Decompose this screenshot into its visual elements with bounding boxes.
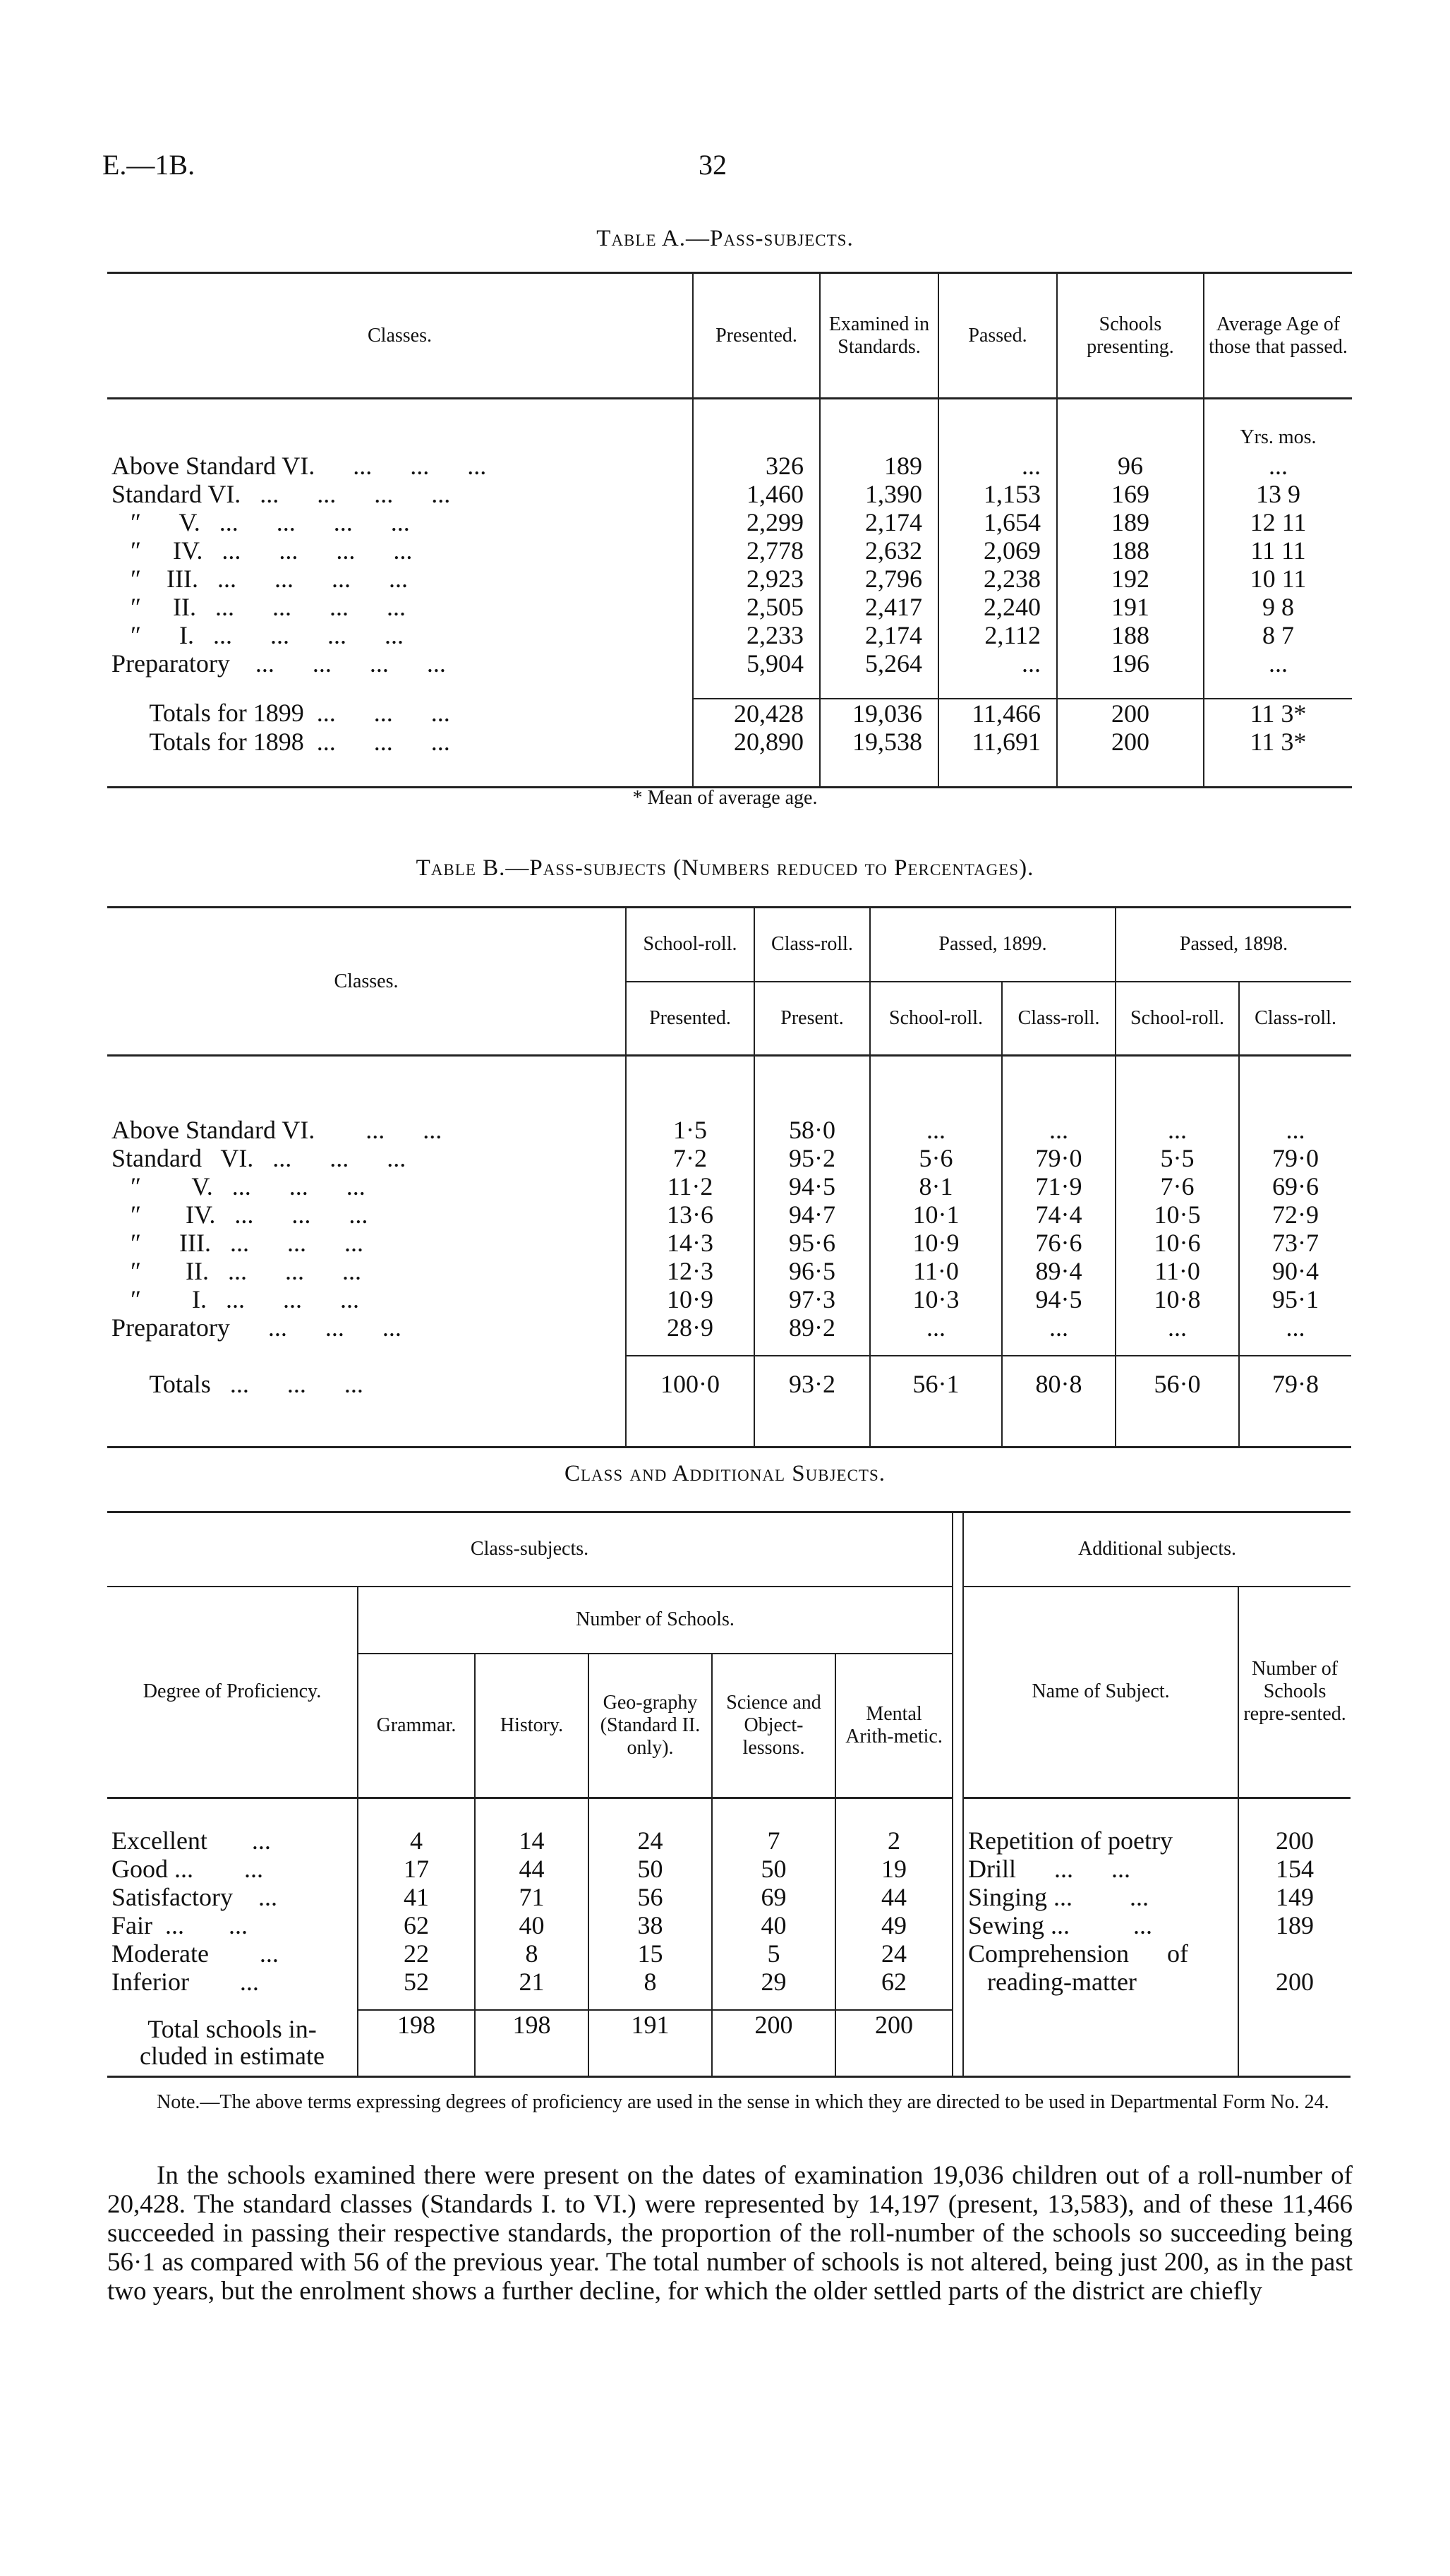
value-cell: 7·6 — [1116, 1172, 1239, 1200]
totals-row — [107, 2010, 1351, 2077]
value-cell: 198 — [358, 2010, 475, 2077]
table-a-title: Table A.—Pass-subjects. — [596, 226, 854, 251]
value-cell: 38 — [588, 1911, 712, 1939]
totals-label: Total schools in- cluded in estimate — [140, 2015, 325, 2071]
value-cell: 62 — [835, 1968, 953, 1996]
value-cell: 79·0 — [1239, 1144, 1351, 1172]
additional-subject-count: 200 — [1238, 1968, 1351, 1996]
value-cell: 24 — [835, 1939, 953, 1968]
value-cell: 7·2 — [626, 1144, 754, 1172]
class-label: Standard VI. ... ... ... ... — [111, 479, 451, 508]
value-cell: 17 — [358, 1855, 475, 1883]
value-cell: ... — [1204, 452, 1352, 480]
table-row — [107, 1883, 1351, 1911]
value-cell: 2 — [835, 1826, 953, 1855]
header-history: History. — [475, 1654, 588, 1798]
proficiency-label: Satisfactory ... — [111, 1882, 277, 1911]
table-row — [107, 1116, 1351, 1144]
value-cell: 22 — [358, 1939, 475, 1968]
value-cell: 191 — [588, 2010, 712, 2077]
header-passed: Passed. — [938, 273, 1057, 399]
value-cell: 200 — [835, 2010, 953, 2077]
table-a — [107, 272, 1352, 788]
value-cell: 2,923 — [693, 565, 820, 593]
table-b — [107, 906, 1351, 1448]
table-row — [107, 1257, 1351, 1285]
table-row — [107, 1144, 1351, 1172]
class-label: Standard VI. ... ... ... — [111, 1143, 406, 1172]
class-label: ″ II. ... ... ... — [111, 1256, 361, 1285]
value-cell: 2,299 — [693, 508, 820, 536]
value-cell: 2,796 — [820, 565, 938, 593]
value-cell: 2,112 — [938, 621, 1057, 649]
value-cell: 11·2 — [626, 1172, 754, 1200]
value-cell: ... — [1002, 1116, 1116, 1144]
value-cell: 11 3* — [1204, 728, 1352, 756]
table-row — [107, 649, 1352, 678]
value-cell: 2,069 — [938, 536, 1057, 565]
value-cell: ... — [870, 1313, 1002, 1342]
value-cell: 10·9 — [870, 1229, 1002, 1257]
value-cell: 189 — [1057, 508, 1204, 536]
page-reference: E.—1B. — [102, 149, 195, 181]
class-label: Preparatory ... ... ... ... — [111, 649, 446, 678]
value-cell: 19,538 — [820, 728, 938, 756]
additional-subject-count: 149 — [1238, 1883, 1351, 1911]
header-passed-1899: Passed, 1899. — [870, 908, 1116, 982]
value-cell: 50 — [588, 1855, 712, 1883]
value-cell: 8 7 — [1204, 621, 1352, 649]
header-class-subjects: Class-subjects. — [107, 1512, 953, 1587]
header-name-of-subject: Name of Subject. — [963, 1587, 1238, 1798]
value-cell: 56·0 — [1116, 1356, 1239, 1412]
value-cell: 24 — [588, 1826, 712, 1855]
totals-row — [107, 728, 1352, 756]
table-row — [107, 1968, 1351, 1996]
value-cell: 50 — [712, 1855, 835, 1883]
value-cell: 10·5 — [1116, 1200, 1239, 1229]
header-classes: Classes. — [107, 908, 626, 1056]
value-cell: 41 — [358, 1883, 475, 1911]
subheader-presented: Presented. — [626, 982, 754, 1056]
header-degree: Degree of Proficiency. — [107, 1587, 358, 1798]
value-cell: ... — [1204, 649, 1352, 678]
class-label: ″ V. ... ... ... ... — [111, 507, 410, 536]
value-cell: 28·9 — [626, 1313, 754, 1342]
class-label: ″ IV. ... ... ... ... — [111, 536, 413, 565]
value-cell: 93·2 — [754, 1356, 870, 1412]
value-cell: 14·3 — [626, 1229, 754, 1257]
value-cell: 96·5 — [754, 1257, 870, 1285]
value-cell: 72·9 — [1239, 1200, 1351, 1229]
subheader-present: Present. — [754, 982, 870, 1056]
value-cell: 80·8 — [1002, 1356, 1116, 1412]
proficiency-label: Moderate ... — [111, 1939, 279, 1968]
table-c — [107, 1511, 1351, 2078]
table-row — [107, 1313, 1351, 1342]
value-cell: 188 — [1057, 621, 1204, 649]
additional-subject-count: 200 — [1238, 1826, 1351, 1855]
value-cell: ... — [1239, 1116, 1351, 1144]
proficiency-note: Note.—The above terms expressing degrees of proficiency are used in the sense in which they are directed to be used in Departmental Form No. 24. — [157, 2091, 1329, 2113]
value-cell: ... — [938, 649, 1057, 678]
proficiency-label: Fair ... ... — [111, 1910, 248, 1939]
table-row — [107, 480, 1352, 508]
value-cell: 76·6 — [1002, 1229, 1116, 1257]
value-cell: 200 — [1057, 728, 1204, 756]
value-cell: 10 11 — [1204, 565, 1352, 593]
value-cell: ... — [1002, 1313, 1116, 1342]
value-cell: 15 — [588, 1939, 712, 1968]
value-cell: 19,036 — [820, 699, 938, 728]
value-cell: 2,417 — [820, 593, 938, 621]
value-cell: 7 — [712, 1826, 835, 1855]
header-examined: Examined in Standards. — [820, 273, 938, 399]
class-label: Preparatory ... ... ... — [111, 1313, 401, 1342]
value-cell: 90·4 — [1239, 1257, 1351, 1285]
totals-label: Totals for 1898 ... ... ... — [111, 727, 450, 756]
table-row — [107, 1229, 1351, 1257]
value-cell: 10·3 — [870, 1285, 1002, 1313]
value-cell: 71·9 — [1002, 1172, 1116, 1200]
subheader-1898-class-roll: Class-roll. — [1239, 982, 1351, 1056]
value-cell: 13·6 — [626, 1200, 754, 1229]
value-cell: 11,691 — [938, 728, 1057, 756]
class-label: ″ III. ... ... ... — [111, 1228, 363, 1257]
class-label: ″ IV. ... ... ... — [111, 1200, 368, 1229]
header-presented: Presented. — [693, 273, 820, 399]
additional-subject-count: 154 — [1238, 1855, 1351, 1883]
value-cell: 2,174 — [820, 621, 938, 649]
table-b-title: Table B.—Pass-subjects (Numbers reduced to Percentages). — [416, 855, 1034, 881]
value-cell: 169 — [1057, 480, 1204, 508]
value-cell: 188 — [1057, 536, 1204, 565]
value-cell: 94·5 — [1002, 1285, 1116, 1313]
value-cell: 5·6 — [870, 1144, 1002, 1172]
value-cell: 196 — [1057, 649, 1204, 678]
value-cell: 56 — [588, 1883, 712, 1911]
value-cell: 40 — [712, 1911, 835, 1939]
value-cell: 1·5 — [626, 1116, 754, 1144]
class-label: ″ I. ... ... ... ... — [111, 620, 404, 649]
subheader-1898-school-roll: School-roll. — [1116, 982, 1239, 1056]
value-cell: 189 — [820, 452, 938, 480]
value-cell: 11·0 — [870, 1257, 1002, 1285]
value-cell: 200 — [712, 2010, 835, 2077]
header-grammar: Grammar. — [358, 1654, 475, 1798]
class-label: ″ II. ... ... ... ... — [111, 592, 406, 621]
value-cell: ... — [1116, 1116, 1239, 1144]
header-class-roll: Class-roll. — [754, 908, 870, 982]
value-cell: 8 — [588, 1968, 712, 1996]
value-cell: ... — [1116, 1313, 1239, 1342]
value-cell: 40 — [475, 1911, 588, 1939]
value-cell: 95·1 — [1239, 1285, 1351, 1313]
value-cell: 1,390 — [820, 480, 938, 508]
table-row — [107, 1911, 1351, 1939]
value-cell: 9 8 — [1204, 593, 1352, 621]
additional-subject-name: Repetition of poetry — [968, 1826, 1173, 1855]
table-row — [107, 621, 1352, 649]
value-cell: 58·0 — [754, 1116, 870, 1144]
additional-subject-name: Drill ... ... — [968, 1854, 1131, 1883]
value-cell: 95·6 — [754, 1229, 870, 1257]
value-cell: 20,428 — [693, 699, 820, 728]
additional-subject-name: reading-matter — [968, 1967, 1137, 1996]
table-a-footnote: * Mean of average age. — [632, 787, 818, 809]
value-cell: 2,233 — [693, 621, 820, 649]
table-row — [107, 1172, 1351, 1200]
value-cell: 191 — [1057, 593, 1204, 621]
value-cell: 2,778 — [693, 536, 820, 565]
subheader-1899-class-roll: Class-roll. — [1002, 982, 1116, 1056]
value-cell: 89·2 — [754, 1313, 870, 1342]
header-school-roll: School-roll. — [626, 908, 754, 982]
value-cell: 12 11 — [1204, 508, 1352, 536]
report-paragraph: In the schools examined there were present on the dates of examination 19,036 children out of a roll-number of 20,428. The standard classes (Standards I. to VI.) were represented by 14,197 (present, 13,583), and of these 11,466 succeeded in passing their respective standards, the proportion of the roll-number of the schools so succeeding being 56·1 as compared with 56 of the previous year. The total number of schools is not altered, being just 200, as in the past two years, but the enrolment shows a further decline, for which the older settled parts of the district are chiefly — [107, 2161, 1353, 2306]
totals-row — [107, 699, 1352, 728]
value-cell: 100·0 — [626, 1356, 754, 1412]
value-cell: 19 — [835, 1855, 953, 1883]
value-cell: 52 — [358, 1968, 475, 1996]
header-science: Science and Object-lessons. — [712, 1654, 835, 1798]
value-cell: 71 — [475, 1883, 588, 1911]
class-label: ″ V. ... ... ... — [111, 1172, 365, 1200]
value-cell: 11·0 — [1116, 1257, 1239, 1285]
page-number: 32 — [699, 149, 727, 181]
value-cell: 10·9 — [626, 1285, 754, 1313]
value-cell: 5,264 — [820, 649, 938, 678]
table-row — [107, 565, 1352, 593]
table-row — [107, 1855, 1351, 1883]
value-cell: 8 — [475, 1939, 588, 1968]
value-cell: 200 — [1057, 699, 1204, 728]
subheader-1899-school-roll: School-roll. — [870, 982, 1002, 1056]
table-row — [107, 1285, 1351, 1313]
value-cell: ... — [1239, 1313, 1351, 1342]
value-cell: 13 9 — [1204, 480, 1352, 508]
value-cell: 21 — [475, 1968, 588, 1996]
value-cell: 2,632 — [820, 536, 938, 565]
value-cell: 74·4 — [1002, 1200, 1116, 1229]
header-geography: Geo-graphy (Standard II. only). — [588, 1654, 712, 1798]
header-mental-arithmetic: Mental Arith-metic. — [835, 1654, 953, 1798]
table-row — [107, 508, 1352, 536]
header-number-represented: Number of Schools repre-sented. — [1238, 1587, 1351, 1798]
value-cell: 73·7 — [1239, 1229, 1351, 1257]
value-cell: 49 — [835, 1911, 953, 1939]
additional-subject-count: 189 — [1238, 1911, 1351, 1939]
value-cell: 96 — [1057, 452, 1204, 480]
value-cell: 2,174 — [820, 508, 938, 536]
value-cell: 79·8 — [1239, 1356, 1351, 1412]
value-cell: 20,890 — [693, 728, 820, 756]
value-cell: 62 — [358, 1911, 475, 1939]
table-c-title: Class and Additional Subjects. — [564, 1461, 886, 1486]
value-cell: 69·6 — [1239, 1172, 1351, 1200]
table-row — [107, 1939, 1351, 1968]
value-cell: 2,238 — [938, 565, 1057, 593]
header-classes: Classes. — [107, 273, 693, 399]
value-cell: 94·5 — [754, 1172, 870, 1200]
table-row — [107, 1826, 1351, 1855]
value-cell: 5·5 — [1116, 1144, 1239, 1172]
value-cell: 2,240 — [938, 593, 1057, 621]
value-cell: 2,505 — [693, 593, 820, 621]
value-cell: ... — [870, 1116, 1002, 1144]
table-row — [107, 536, 1352, 565]
header-number-of-schools: Number of Schools. — [358, 1587, 953, 1654]
totals-row — [107, 1356, 1351, 1412]
class-label: Above Standard VI. ... ... ... — [111, 451, 487, 480]
value-cell: 5,904 — [693, 649, 820, 678]
value-cell: 10·8 — [1116, 1285, 1239, 1313]
age-units: Yrs. mos. — [1204, 399, 1352, 452]
value-cell: 69 — [712, 1883, 835, 1911]
proficiency-label: Good ... ... — [111, 1854, 263, 1883]
header-average-age: Average Age of those that passed. — [1204, 273, 1352, 399]
class-label: ″ I. ... ... ... — [111, 1284, 359, 1313]
value-cell: 198 — [475, 2010, 588, 2077]
value-cell: 12·3 — [626, 1257, 754, 1285]
table-row — [107, 1200, 1351, 1229]
value-cell: 97·3 — [754, 1285, 870, 1313]
value-cell: 11 11 — [1204, 536, 1352, 565]
value-cell: 1,153 — [938, 480, 1057, 508]
totals-label: Totals ... ... ... — [111, 1369, 363, 1398]
value-cell: 1,654 — [938, 508, 1057, 536]
header-schools-presenting: Schools presenting. — [1057, 273, 1204, 399]
proficiency-label: Excellent ... — [111, 1826, 271, 1855]
value-cell: 94·7 — [754, 1200, 870, 1229]
proficiency-label: Inferior ... — [111, 1967, 259, 1996]
value-cell: 44 — [835, 1883, 953, 1911]
table-row — [107, 452, 1352, 480]
additional-subject-count — [1238, 1939, 1351, 1968]
value-cell: 11 3* — [1204, 699, 1352, 728]
class-label: Above Standard VI. ... ... — [111, 1115, 442, 1144]
header-passed-1898: Passed, 1898. — [1116, 908, 1351, 982]
value-cell: 10·6 — [1116, 1229, 1239, 1257]
value-cell: 89·4 — [1002, 1257, 1116, 1285]
additional-subject-name: Sewing ... ... — [968, 1910, 1153, 1939]
value-cell: 1,460 — [693, 480, 820, 508]
value-cell: 56·1 — [870, 1356, 1002, 1412]
value-cell: 10·1 — [870, 1200, 1002, 1229]
value-cell: 5 — [712, 1939, 835, 1968]
value-cell: 8·1 — [870, 1172, 1002, 1200]
class-label: ″ III. ... ... ... ... — [111, 564, 408, 593]
additional-subject-name: Comprehension of — [968, 1939, 1188, 1968]
value-cell: 95·2 — [754, 1144, 870, 1172]
value-cell: 14 — [475, 1826, 588, 1855]
value-cell: 4 — [358, 1826, 475, 1855]
value-cell: 192 — [1057, 565, 1204, 593]
table-row — [107, 593, 1352, 621]
value-cell: 326 — [693, 452, 820, 480]
value-cell: 11,466 — [938, 699, 1057, 728]
totals-label: Totals for 1899 ... ... ... — [111, 699, 450, 727]
value-cell: 29 — [712, 1968, 835, 1996]
additional-subject-name: Singing ... ... — [968, 1882, 1149, 1911]
value-cell: 44 — [475, 1855, 588, 1883]
header-additional-subjects: Additional subjects. — [963, 1512, 1351, 1587]
value-cell: ... — [938, 452, 1057, 480]
value-cell: 79·0 — [1002, 1144, 1116, 1172]
